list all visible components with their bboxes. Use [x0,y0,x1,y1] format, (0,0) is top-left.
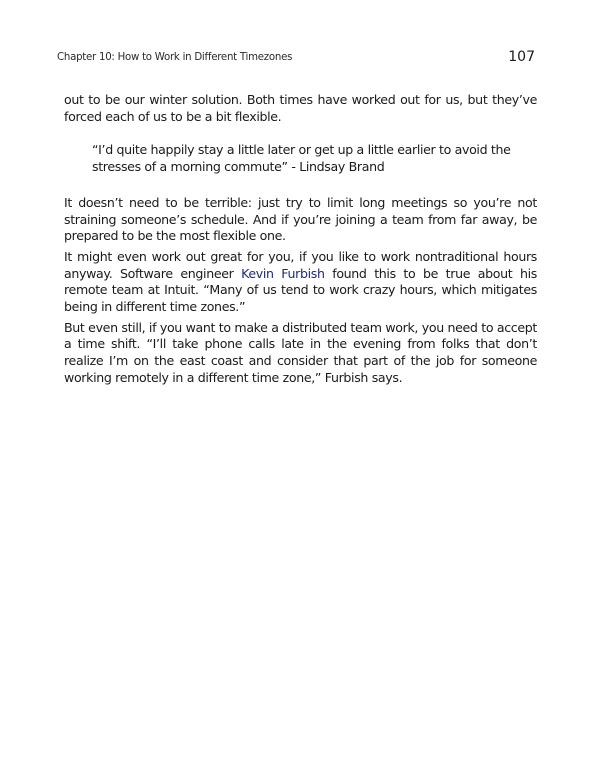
running-header [57,50,537,66]
link-kevin-furbish[interactable]: Kevin Furbish [241,265,325,281]
paragraph-text-before-link: It might even work out great for you, if you like to work nontraditional hours anyway. Software engineer [64,248,537,281]
page-number: 107 [508,49,535,65]
paragraph-limit-meetings: It doesn’t need to be terrible: just try to limit long meetings so you’re not straining someone’s schedule. And if you’re joining a team from far away, be prepared to be the most flexible one. [64,194,537,244]
chapter-title: Chapter 10: How to Work in Different Timezones [57,52,293,63]
paragraph-kevin-furbish [64,249,537,316]
pull-quote-lindsay-brand: “I’d quite happily stay a little later or get up a little earlier to avoid the stresses of a morning commute” - Lindsay Brand [92,142,511,175]
paragraph-winter-solution: out to be our winter solution. Both times have worked out for us, but they’ve forced each of us to be a bit flexible. [64,92,537,124]
page-body [64,92,537,391]
paragraph-text-after-link: found this to be true about his remote team at Intuit. “Many of us tend to work crazy hours, which mitigates being in different time zones.” [64,265,537,315]
paragraph-accept-time-shift: But even still, if you want to make a distributed team work, you need to accept a time shift. “I’ll take phone calls late in the evening from folks that don’t realize I’m on the east coast and consider that part of the job for someone working remotely in a different time zone,” Furbish says. [64,319,537,385]
